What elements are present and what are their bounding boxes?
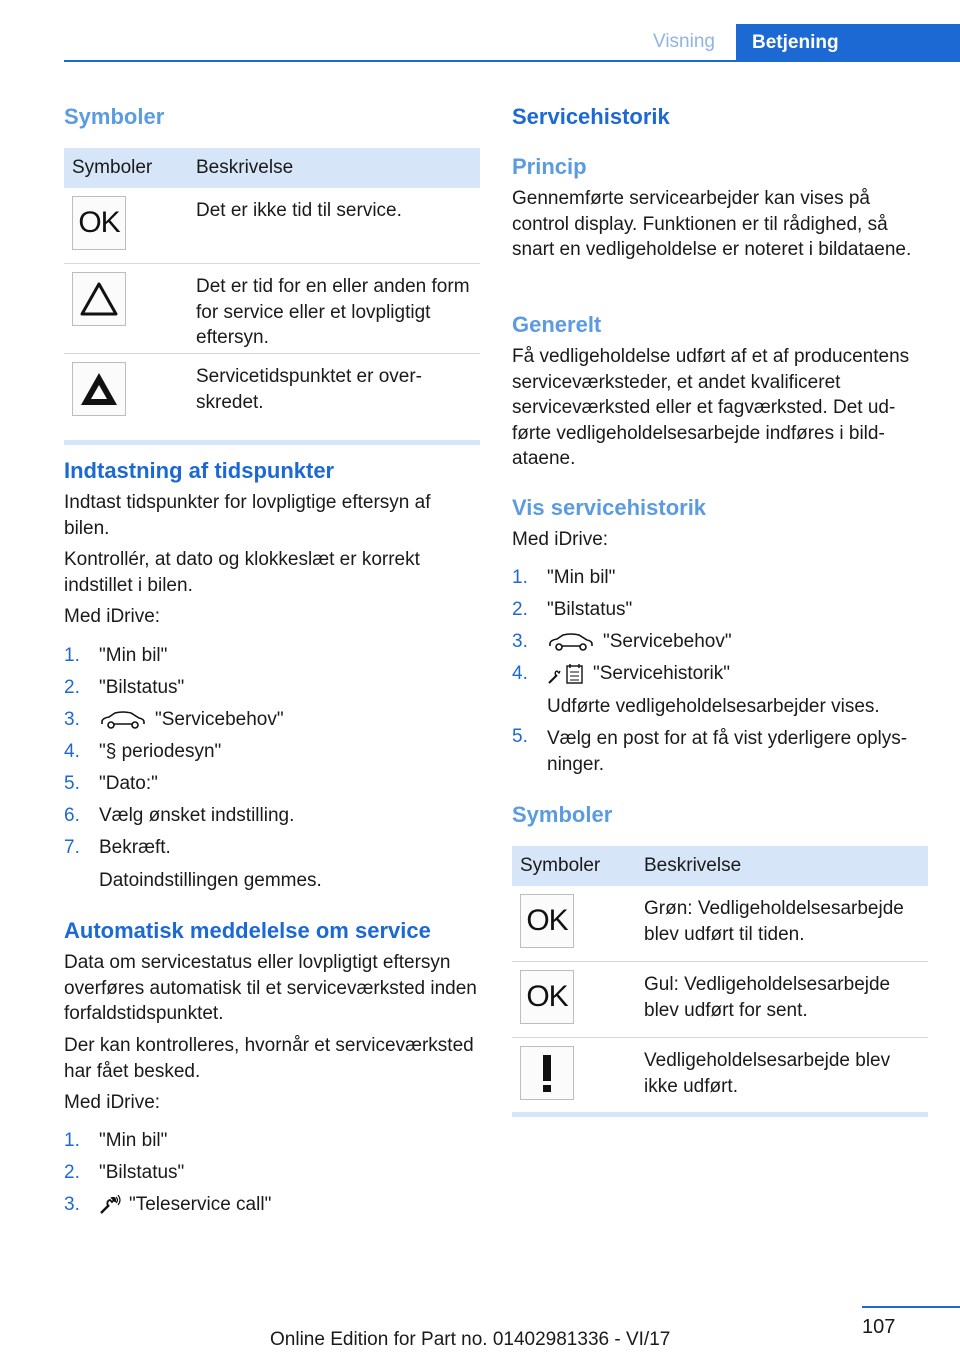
list-number: 6.: [64, 805, 80, 826]
tab-betjening[interactable]: Betjening: [736, 24, 960, 62]
col-symbols: Symboler: [520, 855, 601, 876]
list-number: 2.: [64, 1162, 80, 1183]
symbols-heading-left: Symboler: [64, 104, 165, 129]
automatisk-heading: Automatisk meddelelse om service: [64, 918, 431, 943]
list-number: 1.: [512, 567, 528, 588]
paragraph: Indtast tidspunkter for lovpligtige eftersyn af bilen.: [64, 492, 431, 539]
table-end-rule: [64, 440, 480, 445]
col-description: Beskrivelse: [196, 157, 294, 178]
indtastning-heading: Indtastning af tidspunkter: [64, 458, 335, 483]
list-text: "Servicehistorik": [593, 663, 731, 684]
car-icon: [99, 710, 147, 730]
list-text: "Bilstatus": [99, 677, 185, 698]
row-description: Vedligeholdelsesarbejde blev ikke udført.: [644, 1050, 891, 1097]
list-number: 2.: [64, 677, 80, 698]
footer-edition: Online Edition for Part no. 01402981336 - VI/17: [270, 1329, 671, 1350]
list-number: 4.: [64, 741, 80, 762]
row-description: Det er tid for en eller anden form for service eller et lovpligtigt eftersyn.: [196, 276, 470, 348]
symbols-table-1: [64, 148, 480, 445]
list-text: "Min bil": [99, 1130, 168, 1151]
exclamation-icon: [520, 1046, 574, 1100]
list-text: "Min bil": [547, 567, 616, 588]
list-text: "Teleservice call": [129, 1194, 272, 1215]
col-symbols: Symboler: [72, 157, 153, 178]
table-header: [64, 148, 480, 188]
paragraph: Med iDrive:: [64, 1092, 161, 1113]
table-row: [64, 188, 480, 264]
generelt-heading: Generelt: [512, 312, 602, 337]
list-number: 2.: [512, 599, 528, 620]
paragraph: Gennemførte servicearbejder kan vises på control display. Funktionen er til rådighed, så snart en vedligeholdelse er noteret i bildataene.: [512, 188, 912, 260]
table-row: [512, 962, 928, 1038]
step-note: Udførte vedligeholdelsesarbejder vises.: [547, 696, 880, 717]
table-row: [64, 264, 480, 354]
table-row: [512, 1038, 928, 1112]
list-text: "Dato:": [99, 773, 158, 794]
symbols-table-2: [512, 846, 928, 1117]
list-number: 5.: [512, 726, 528, 747]
row-description: Gul: Vedligeholdelsesarbejde blev udført for sent.: [644, 974, 891, 1021]
service-history-icon: [547, 663, 585, 685]
table-row: [64, 354, 480, 432]
symbols-heading-right: Symboler: [512, 802, 613, 827]
list-text: "Bilstatus": [99, 1162, 185, 1183]
wrench-signal-icon: [99, 1195, 121, 1215]
servicehistorik-heading: Servicehistorik: [512, 104, 670, 129]
col-description: Beskrivelse: [644, 855, 742, 876]
list-text: "§ periodesyn": [99, 741, 222, 762]
list-text: "Servicebehov": [603, 631, 732, 652]
list-number: 4.: [512, 663, 528, 684]
vis-heading: Vis servicehistorik: [512, 495, 707, 520]
list-number: 7.: [64, 837, 80, 858]
paragraph: Med iDrive:: [512, 529, 609, 550]
paragraph: Med iDrive:: [64, 606, 161, 627]
ok-icon: OK: [520, 970, 574, 1024]
warning-triangle-icon: [72, 272, 126, 326]
paragraph: Der kan kontrolleres, hvornår et serviceværksted har fået besked.: [64, 1035, 474, 1082]
ok-icon: OK: [72, 196, 126, 250]
table-end-rule: [512, 1112, 928, 1117]
paragraph: Data om servicestatus eller lovpligtigt eftersyn overføres automatisk til et serviceværksted inden forfaldstidspunktet.: [64, 952, 477, 1024]
princip-heading: Princip: [512, 154, 587, 179]
list-text: "Servicebehov": [155, 709, 284, 730]
list-text: "Bilstatus": [547, 599, 633, 620]
row-description: Servicetidspunktet er overskredet.: [196, 366, 422, 413]
paragraph: Kontrollér, at dato og klokkeslæt er korrekt indstillet i bilen.: [64, 549, 420, 596]
row-description: Grøn: Vedligeholdelsesarbejde blev udført til tiden.: [644, 898, 904, 945]
list-number: 3.: [64, 1194, 80, 1215]
page-number: 107: [862, 1316, 896, 1338]
table-row: [512, 886, 928, 962]
list-text: "Min bil": [99, 645, 168, 666]
warning-triangle-filled-icon: [72, 362, 126, 416]
car-icon: [547, 632, 595, 652]
list-text: Vælg ønsket indstilling.: [99, 805, 295, 826]
list-number: 5.: [64, 773, 80, 794]
table-header: [512, 846, 928, 886]
ok-icon: OK: [520, 894, 574, 948]
list-number: 1.: [64, 645, 80, 666]
step-note: Datoindstillingen gemmes.: [99, 870, 322, 891]
list-text: Vælg en post for at få vist yderligere oplysninger.: [547, 728, 908, 775]
list-text: Bekræft.: [99, 837, 171, 858]
row-description: Det er ikke tid til service.: [196, 200, 402, 221]
paragraph: Få vedligeholdelse udført af et af producentens serviceværksteder, et andet kvalificeret serviceværksted eller et fagværksted. Det udførte vedligeholdelsesarbejde indføres i bildataene.: [512, 346, 910, 469]
footer-rule: [862, 1306, 960, 1308]
tab-visning[interactable]: Visning: [653, 31, 715, 52]
list-number: 1.: [64, 1130, 80, 1151]
list-number: 3.: [64, 709, 80, 730]
list-number: 3.: [512, 631, 528, 652]
